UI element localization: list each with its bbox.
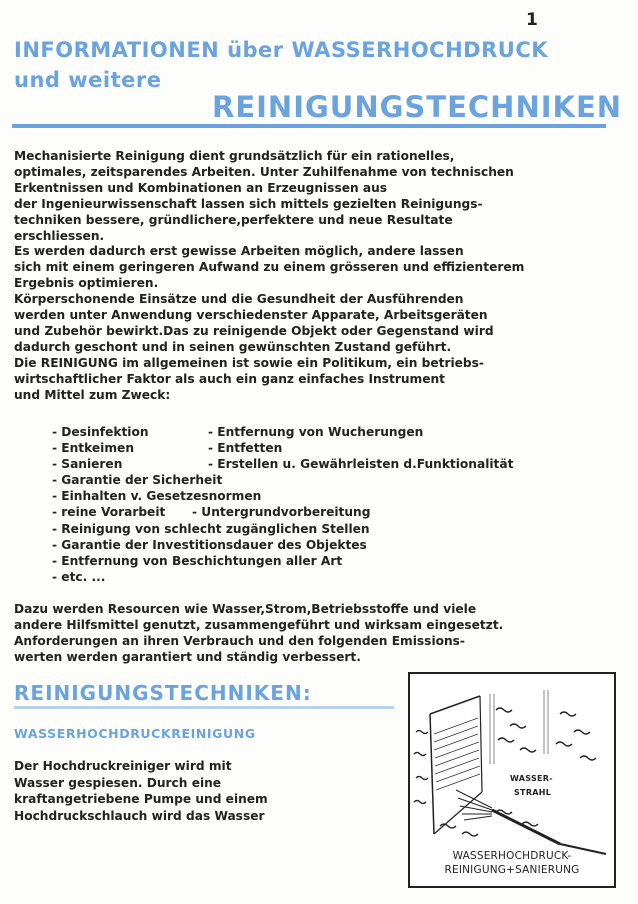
body-line: Hochdruckschlauch wird das Wasser: [14, 808, 265, 823]
bullet-item: - Entkeimen: [52, 441, 134, 456]
title-line-2: und weitere: [14, 68, 162, 92]
page-number: 1: [526, 10, 538, 30]
intro-line: werden unter Anwendung verschiedenster Apparate, Arbeitsgeräten: [14, 308, 488, 323]
section-title: REINIGUNGSTECHNIKEN:: [14, 681, 312, 705]
intro-line: erschliessen.: [14, 228, 105, 243]
bullet-item: - Erstellen u. Gewährleisten d.Funktionalität: [208, 457, 514, 472]
title-divider: [12, 124, 606, 128]
intro-line: Es werden dadurch erst gewisse Arbeiten möglich, andere lassen: [14, 244, 464, 259]
resources-line: Dazu werden Resourcen wie Wasser,Strom,Betriebsstoffe und viele: [14, 602, 477, 616]
pressure-washer-illustration: [408, 672, 616, 888]
bullet-row: [52, 424, 424, 440]
intro-line: techniken bessere, gründlichere,perfektere und neue Resultate: [14, 212, 453, 227]
intro-line: optimales, zeitsparendes Arbeiten. Unter Zuhilfenahme von technischen: [14, 164, 514, 179]
bullet-item: - Einhalten v. Gesetzesnormen: [52, 489, 262, 504]
resources-paragraph: [14, 602, 628, 666]
body-paragraph: [14, 758, 394, 824]
bullet-item: - Entfernung von Wucherungen: [208, 425, 424, 439]
illustration-caption: WASSERHOCHDRUCK-: [452, 850, 572, 862]
intro-line: wirtschaftlicher Faktor als auch ein ganz einfaches Instrument: [14, 371, 445, 386]
bullet-row: [52, 504, 370, 520]
bullet-item: - etc. ...: [52, 569, 106, 584]
intro-line: und Zubehör bewirkt.Das zu reinigende Objekt oder Gegenstand wird: [14, 323, 494, 338]
intro-line: dadurch geschont und in seinen gewünschten Zustand geführt.: [14, 339, 452, 354]
water-jet-label: WASSER-: [510, 774, 553, 783]
illustration-caption: REINIGUNG+SANIERUNG: [444, 864, 580, 876]
bullet-item: - Garantie der Investitionsdauer des Objektes: [52, 537, 367, 552]
bullet-item: - Desinfektion: [52, 425, 149, 439]
water-jet-label: STRAHL: [514, 788, 552, 797]
bullet-item: - Untergrundvorbereitung: [192, 505, 371, 520]
subsection-title: WASSERHOCHDRUCKREINIGUNG: [14, 726, 256, 741]
body-line: kraftangetriebene Pumpe und einem: [14, 792, 268, 806]
bullet-row: [52, 440, 370, 456]
intro-line: und Mittel zum Zweck:: [14, 387, 171, 402]
bullet-row: [52, 521, 370, 537]
intro-line: der Ingenieurwissenschaft lassen sich mittels gezielten Reinigungs-: [14, 196, 483, 211]
bullet-item: - Entfetten: [208, 441, 283, 456]
resources-line: werten werden garantiert und ständig verbessert.: [14, 649, 361, 664]
intro-line: Erkentnissen und Kombinationen an Erzeugnissen aus: [14, 180, 388, 195]
bullet-item: - reine Vorarbeit: [52, 505, 166, 520]
bullet-list: [52, 424, 514, 585]
resources-line: andere Hilfsmittel genutzt, zusammengeführt und wirksam eingesetzt.: [14, 617, 504, 632]
intro-paragraph: [14, 149, 628, 404]
section-divider: [14, 706, 394, 709]
intro-line: Mechanisierte Reinigung dient grundsätzlich für ein rationelles,: [14, 149, 455, 163]
resources-line: Anforderungen an ihren Verbrauch und den folgenden Emissions-: [14, 633, 465, 648]
intro-line: Körperschonende Einsätze und die Gesundheit der Ausführenden: [14, 292, 464, 307]
intro-line: Ergebnis optimieren.: [14, 276, 159, 291]
bullet-item: - Reinigung von schlecht zugänglichen Stellen: [52, 521, 370, 536]
bullet-item: - Entfernung von Beschichtungen aller Art: [52, 553, 343, 568]
bullet-item: - Garantie der Sicherheit: [52, 473, 223, 488]
title-line-1: INFORMATIONEN über WASSERHOCHDRUCK: [14, 38, 549, 62]
bullet-row: [52, 537, 370, 553]
bullet-row: [52, 472, 370, 488]
bullet-row: [52, 569, 370, 585]
bullet-item: - Sanieren: [52, 457, 123, 472]
body-line: Der Hochdruckreiniger wird mit: [14, 759, 232, 773]
title-line-3: REINIGUNGSTECHNIKEN: [212, 90, 623, 124]
bullet-row: [52, 553, 370, 569]
bullet-row: [52, 488, 370, 504]
intro-line: Die REINIGUNG im allgemeinen ist sowie ein Politikum, ein betriebs-: [14, 355, 484, 370]
intro-line: sich mit einem geringeren Aufwand zu einem grösseren und effizienterem: [14, 260, 525, 275]
body-line: Wasser gespiesen. Durch eine: [14, 775, 222, 790]
bullet-row: [52, 456, 514, 472]
